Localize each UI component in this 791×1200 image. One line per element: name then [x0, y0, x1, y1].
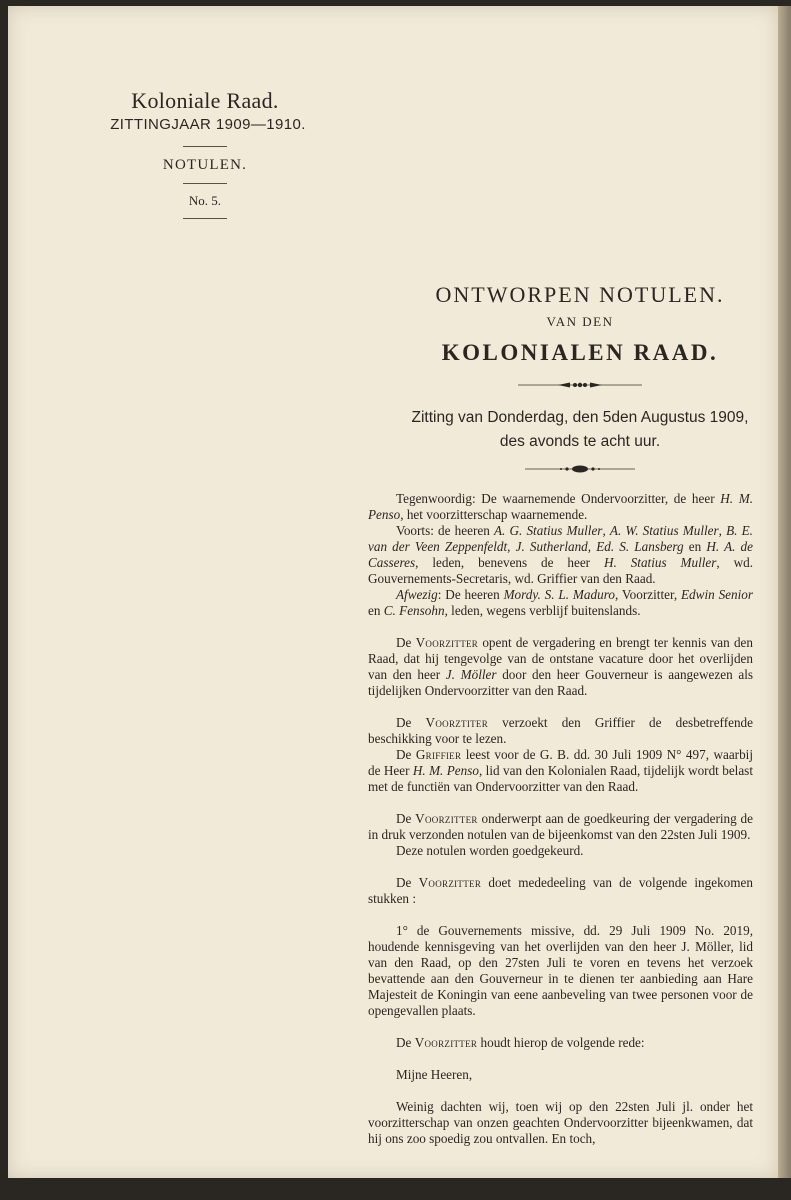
name-run: H. A. de Casseres [368, 539, 754, 570]
members-paragraph [368, 523, 753, 587]
name-run: Edwin Senior [681, 587, 754, 602]
missive-paragraph [368, 923, 753, 1019]
text-run: Tegenwoordig: De waarnemende Ondervoorzitter, de heer [396, 491, 721, 506]
text-run: onderwerpt aan de goedkeuring der vergadering de in druk verzonden notulen van de bijeenkomst van den 22sten Juli 1909. [368, 811, 753, 842]
text-run: , lid van den Kolonialen Raad, tijdelijk wordt belast met de functiën van Ondervoorzitter van den Raad. [368, 763, 753, 794]
text-run: De [396, 635, 416, 650]
chair-opening-paragraph [368, 635, 753, 699]
text-run: door den heer Gouverneur is aangewezen als tijdelijken Ondervoorzitter van den Raad. [368, 667, 753, 698]
divider [183, 218, 227, 219]
text-run: , [507, 539, 516, 554]
text-run: De [396, 875, 419, 890]
divider [183, 146, 227, 147]
clerk-reading-paragraph [368, 747, 753, 795]
incoming-documents-paragraph [368, 875, 753, 907]
speech-intro-paragraph [368, 1035, 753, 1051]
main-title: ONTWORPEN NOTULEN. [435, 282, 725, 307]
approval-paragraph [368, 843, 753, 859]
text-run: , Voorzitter, [614, 587, 681, 602]
divider [183, 183, 227, 184]
text-run: , leden, benevens de heer [415, 555, 604, 570]
attendance-paragraph [368, 491, 753, 523]
text-run: , [718, 523, 727, 538]
name-run: J. Sutherland [515, 539, 588, 554]
name-run: Afwezig [396, 587, 438, 602]
role-run: Voorzitter [418, 875, 482, 890]
issue-number: No. 5. [188, 193, 222, 208]
text-run: houdt hierop de volgende rede: [477, 1035, 645, 1050]
text-run: en [683, 539, 707, 554]
role-run: Griffier [415, 747, 462, 762]
name-run: B. E. van der Veen Zeppenfeldt [368, 523, 753, 554]
name-run: H. M. Penso [368, 491, 753, 522]
role-run: Voorzitter [415, 811, 478, 826]
ornament-rule-1 [380, 377, 780, 395]
notulen-label: NOTULEN. [162, 157, 248, 173]
speech-paragraph [368, 1099, 753, 1147]
text-run: : De heeren [437, 587, 504, 602]
minutes-body [368, 491, 753, 1147]
name-run: H. M. Penso [412, 763, 479, 778]
session-year: ZITTINGJAAR 1909—1910. [110, 116, 306, 133]
name-run: C. Fensohn [383, 603, 445, 618]
name-run: A. W. Statius Muller [609, 523, 719, 538]
session-line-2: des avonds te acht uur. [499, 433, 661, 450]
text-run: De [396, 1035, 415, 1050]
role-run: Voorzitter [415, 635, 479, 650]
name-run: A. G. Statius Muller [493, 523, 603, 538]
masthead [80, 88, 330, 227]
text-run: , [587, 539, 597, 554]
text-run: leest voor de G. B. dd. 30 Juli 1909 N° 497, waarbij de Heer [368, 747, 753, 778]
name-run: J. Möller [445, 667, 497, 682]
text-run: , het voorzitterschap waarnemende. [400, 507, 588, 522]
approval-request-paragraph [368, 811, 753, 843]
name-run: H. Statius Muller [603, 555, 717, 570]
text-run: doet mededeeling van de volgende ingekomen stukken : [368, 875, 753, 906]
council-heading: KOLONIALEN RAAD. [441, 340, 719, 365]
text-run: De [396, 811, 416, 826]
text-run: , wd. Gouvernements-Secretaris, wd. Griffier van den Raad. [368, 555, 754, 586]
role-run: Voorztiter [425, 715, 489, 730]
text-run: 1° de Gouvernements missive, dd. 29 Juli 1909 No. 2019, houdende kennisgeving van het overlijden van den heer J. Möller, lid van den Raad, op den 27sten Juli te voren en tevens het verzoek bevattende aan den Gouverneur in te dienen ter aanbieding aan Hare Majesteit de Koningin van eene aanbeveling van twee personen voor de opengevallen plaats. [368, 923, 753, 1018]
text-run: De [396, 747, 416, 762]
name-run: Ed. S. Lansberg [596, 539, 684, 554]
text-run: opent de vergadering en brengt ter kennis van den Raad, dat hij tengevolge van de ontstane vacature door het overlijden van den heer [368, 635, 753, 682]
page-edge [778, 6, 791, 1178]
role-run: Voorzitter [414, 1035, 478, 1050]
text-run: , leden, wegens verblijf buitenslands. [444, 603, 641, 618]
sub-title: VAN DEN [546, 314, 614, 329]
text-run: De [396, 715, 426, 730]
text-run: Mijne Heeren, [396, 1067, 473, 1082]
name-run: Mordy. S. L. Maduro [503, 587, 615, 602]
session-line-1: Zitting van Donderdag, den 5den Augustus 1909, [411, 409, 749, 426]
text-run: , [602, 523, 610, 538]
text-run: Deze notulen worden goedgekeurd. [396, 843, 584, 858]
chair-request-paragraph [368, 715, 753, 747]
absent-paragraph [368, 587, 753, 619]
salutation-paragraph [368, 1067, 753, 1083]
text-run: Weinig dachten wij, toen wij op den 22sten Juli jl. onder het voorzitterschap van onzen geachten Ondervoorzitter bijeenkwamen, dat hij ons zoo spoedig zou ontvallen. En toch, [368, 1099, 753, 1146]
text-run: Voorts: de heeren [396, 523, 494, 538]
council-title: Koloniale Raad. [131, 88, 279, 113]
text-run: verzoekt den Griffier de desbetreffende beschikking voor te lezen. [368, 715, 753, 746]
text-run: en [368, 603, 384, 618]
ornament-rule-2 [380, 461, 780, 479]
